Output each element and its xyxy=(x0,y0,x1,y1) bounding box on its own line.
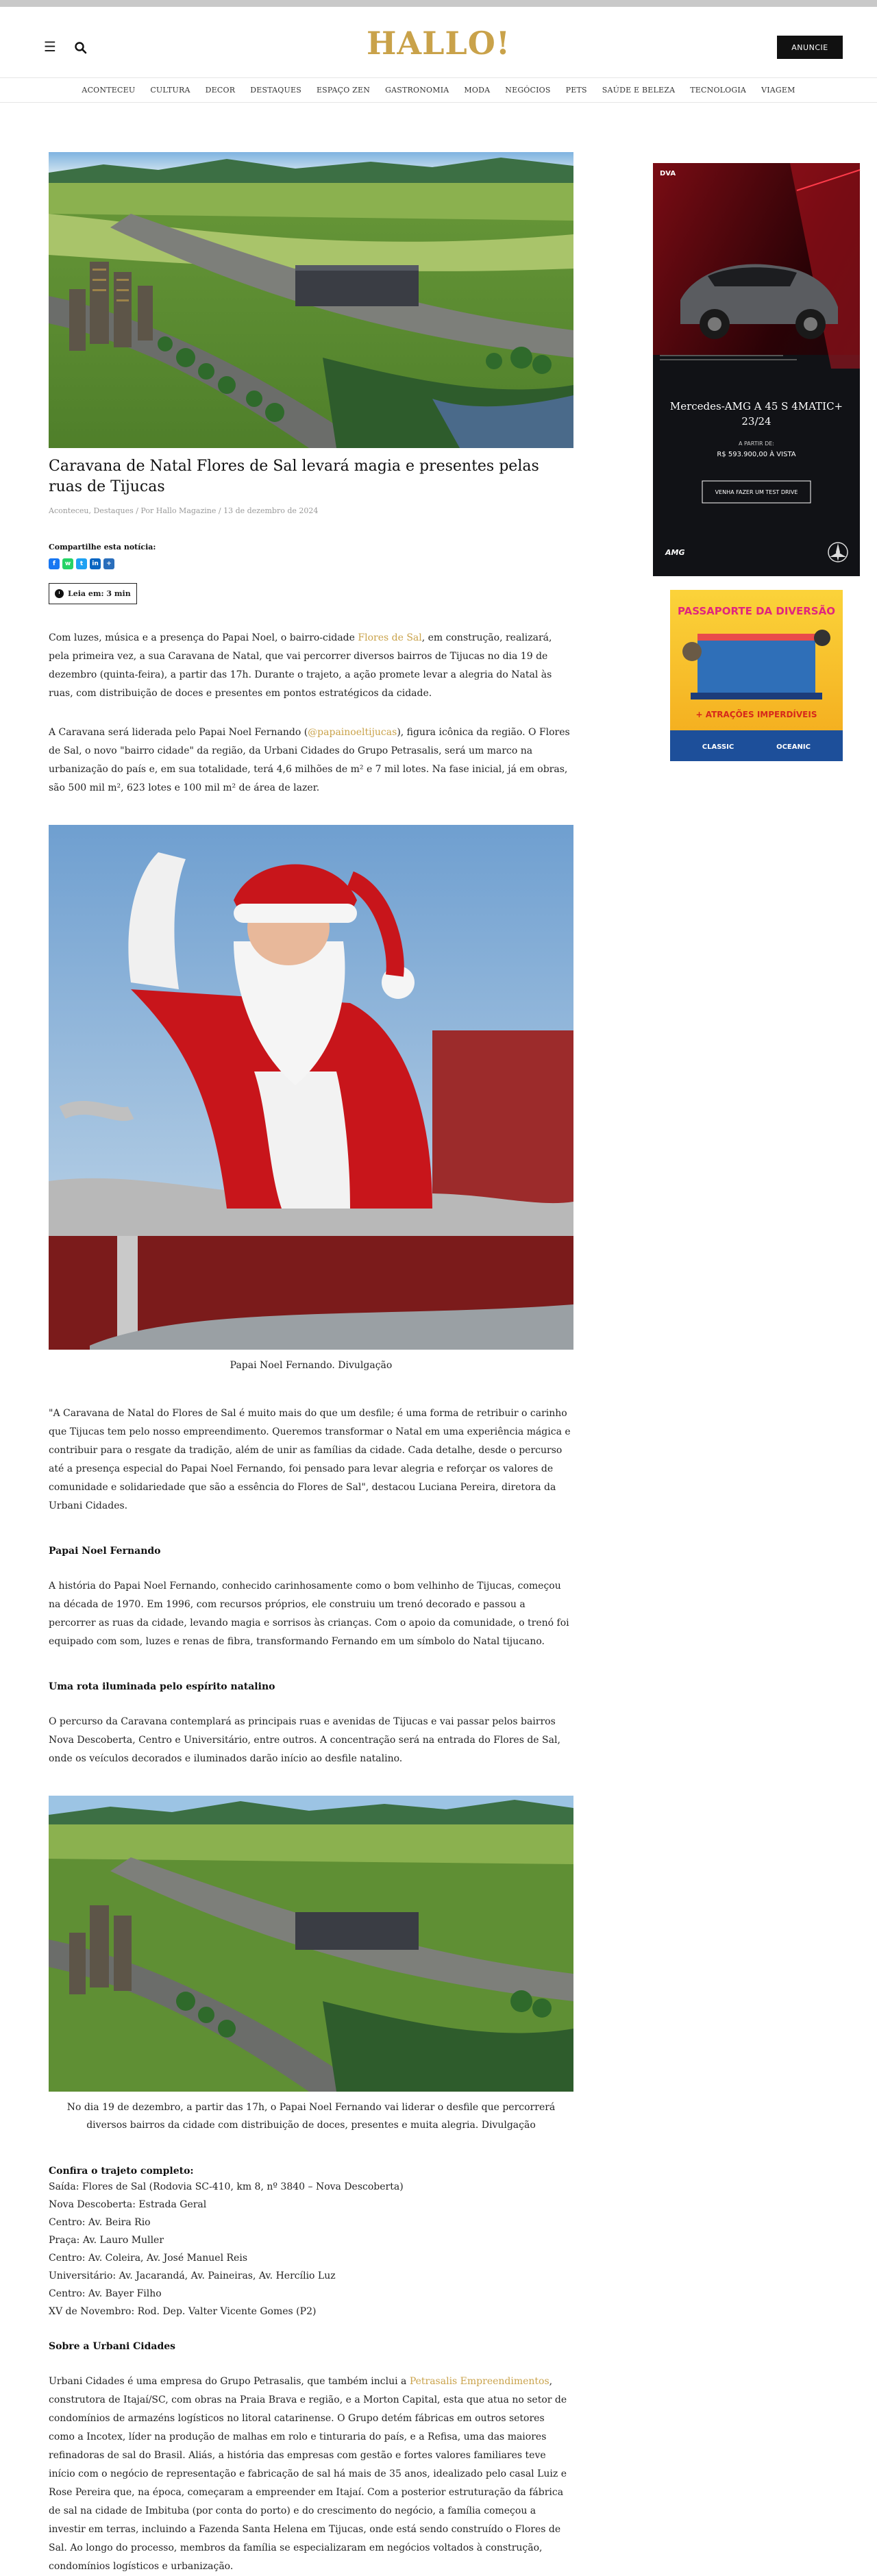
top-bar xyxy=(0,0,877,7)
route-item: Centro: Av. Bayer Filho xyxy=(49,2288,162,2300)
read-time-label: Leia em: 3 min xyxy=(68,589,131,599)
read-time-badge xyxy=(49,583,137,604)
anuncie-button[interactable]: ANUNCIE xyxy=(777,36,843,59)
hero-image-aerial-development xyxy=(49,152,573,448)
logo-link[interactable]: HALLO! xyxy=(366,25,511,62)
sidebar xyxy=(653,163,860,761)
p1-text-a: Com luzes, música e a presença do Papai Noel, o bairro-cidade xyxy=(49,632,358,644)
site-logo xyxy=(0,25,877,62)
menu-icon[interactable]: ☰ xyxy=(44,38,56,55)
classic-logo: CLASSIC xyxy=(702,743,734,751)
site-header xyxy=(0,7,877,78)
passaporte-diversao-ad[interactable] xyxy=(670,590,843,761)
route-item: XV de Novembro: Rod. Dep. Valter Vicente Gomes (P2) xyxy=(49,2306,317,2318)
p1-text-b: , em construção, realizará, pela primeira vez, a sua Caravana de Natal, que vai percorrer diversos bairros de Tijucas no dia 19 de dezembro (quinta-feira), a partir das 17h. Durante o trajeto, a ação promete levar a alegria do Natal às ruas, com distribuição de doces e presentes em pontos estratégicos da cidade. xyxy=(49,632,552,699)
amg-cta-text[interactable]: VENHA FAZER UM TEST DRIVE xyxy=(715,489,798,495)
nav-saude-beleza[interactable]: SAÚDE E BELEZA xyxy=(602,86,676,95)
p2-text-a: A Caravana será liderada pelo Papai Noel Fernando ( xyxy=(49,727,308,739)
share-buttons xyxy=(49,558,573,569)
nav-cultura[interactable]: CULTURA xyxy=(150,86,190,95)
santa-claus-photo xyxy=(49,825,573,1350)
nav-viagem[interactable]: VIAGEM xyxy=(761,86,795,95)
nav-gastronomia[interactable]: GASTRONOMIA xyxy=(385,86,449,95)
whatsapp-icon[interactable]: w xyxy=(62,558,73,569)
p6-text-b: , construtora de Itajaí/SC, com obras na Praia Brava e região, e a Morton Capital, esta que atua no setor de condomínios de armazéns logísticos no litoral catarinense. O Grupo detém fábricas em outros setores como a Incotex, líder na produção de malhas em rolo e tinturaria do país, e a Refisa, uma das maiores refinadoras de sal do Brasil. Aliás, a história das empresas com gestão e fortes valores familiares teve início com o negócio de representação e fabricação de sal há mais de 35 anos, idealizado pelo casal Luiz e Rose Pereira que, na época, começaram a empreender em Itajaí. Com a posterior estruturação da fábrica de sal na cidade de Imbituba (por conta do porto) e do crescimento do negócio, a família começou a investir em terras, incluindo a Fazenda Santa Helena em Tijucas, onde está sendo construído o Flores de Sal. Ao longo do processo, membros da família se especializaram em negócios voltados à construção, condomínios logísticos e urbanização. xyxy=(49,2376,567,2573)
article-title: Caravana de Natal Flores de Sal levará magia e presentes pelas ruas de Tijucas xyxy=(49,458,539,495)
aerial-development-photo-2 xyxy=(49,1796,573,2092)
p6-text-a: Urbani Cidades é uma empresa do Grupo Petrasalis, que também inclui a xyxy=(49,2376,410,2388)
share-label: Compartilhe esta notícia: xyxy=(49,543,156,552)
article-meta: Aconteceu, Destaques / Por Hallo Magazine / 13 de dezembro de 2024 xyxy=(49,506,319,516)
route-title: Confira o trajeto completo: xyxy=(49,2166,194,2177)
caption-santa: Papai Noel Fernando. Divulgação xyxy=(230,1360,393,1372)
linkedin-icon[interactable]: in xyxy=(90,558,101,569)
oceanic-logo: OCEANIC xyxy=(776,743,811,751)
p2-text-b: ), figura icônica da região. O Flores de Sal, o novo "bairro cidade" da região, da Urbani Cidades do Grupo Petrasalis, será um marco na urbanização do país e, em sua totalidade, terá 4,6 milhões de m² e 7 mil lotes. Na fase inicial, já em obras, são 500 mil m², 623 lotes e 100 mil m² de área de lazer. xyxy=(49,727,570,794)
flores-de-sal-link[interactable]: Flores de Sal xyxy=(358,632,422,644)
route-item: Centro: Av. Beira Rio xyxy=(49,2217,151,2229)
paragraph-urbani xyxy=(49,2373,573,2576)
heading-urbani: Sobre a Urbani Cidades xyxy=(49,2341,176,2353)
route-item: Universitário: Av. Jacarandá, Av. Paineiras, Av. Hercílio Luz xyxy=(49,2270,336,2282)
passaporte-subtitle: + ATRAÇÕES IMPERDÍVEIS xyxy=(695,710,817,719)
twitter-icon[interactable]: t xyxy=(76,558,87,569)
paragraph-papai-noel: A história do Papai Noel Fernando, conhecido carinhosamente como o bom velhinho de Tijucas, começou na década de 1970. Em 1996, com recursos próprios, ele construiu um trenó decorado e passou a percorrer as ruas da cidade, levando magia e sorrisos às crianças. Com o apoio da comunidade, o trenó foi equipado com som, luzes e renas de fibra, transformando Fernando em um símbolo do Natal tijucano. xyxy=(49,1581,569,1648)
nav-negocios[interactable]: NEGÓCIOS xyxy=(505,86,551,95)
article xyxy=(49,152,573,2576)
paragraph-intro xyxy=(49,629,573,703)
heading-rota: Uma rota iluminada pelo espírito natalino xyxy=(49,1681,275,1693)
category-nav xyxy=(0,78,877,103)
route-item: Centro: Av. Coleira, Av. José Manuel Reis xyxy=(49,2253,248,2264)
clock-icon xyxy=(55,589,64,598)
amg-from-text: A PARTIR DE: xyxy=(738,441,775,447)
nav-decor[interactable]: DECOR xyxy=(205,86,236,95)
dva-logo: DVA xyxy=(660,170,676,177)
amg-price-text: R$ 593.900,00 À VISTA xyxy=(717,451,796,458)
route-item: Saída: Flores de Sal (Rodovia SC-410, km 8, nº 3840 – Nova Descoberta) xyxy=(49,2181,404,2193)
paragraph-quote: "A Caravana de Natal do Flores de Sal é muito mais do que um desfile; é uma forma de retribuir o carinho que Tijucas tem pelo nosso empreendimento. Queremos transformar o Natal em uma experiência mágica e contribuir para o resgate da tradição, além de unir as famílias da cidade. Cada detalhe, desde o percurso até a presença especial do Papai Noel Fernando, foi pensado para levar alegria e reforçar os valores de comunidade e solidariedade que são a essência do Flores de Sal", destacou Luciana Pereira, diretora da Urbani Cidades. xyxy=(49,1408,571,1512)
amg-year-text: 23/24 xyxy=(741,415,771,428)
share-plus-icon[interactable]: + xyxy=(103,558,114,569)
amg-model-text: Mercedes-AMG A 45 S 4MATIC+ xyxy=(669,400,843,412)
heading-papai-noel: Papai Noel Fernando xyxy=(49,1546,161,1557)
papainoel-instagram-link[interactable]: @papainoeltijucas xyxy=(308,727,397,739)
paragraph-rota: O percurso da Caravana contemplará as principais ruas e avenidas de Tijucas e vai passar pelos bairros Nova Descoberta, Centro e Universitário, entre outros. A concentração será na entrada do Flores de Sal, onde os veículos decorados e iluminados darão início ao desfile natalino. xyxy=(49,1716,560,1765)
route-item: Praça: Av. Lauro Muller xyxy=(49,2235,164,2246)
amg-logo: AMG xyxy=(665,548,685,557)
nav-tecnologia[interactable]: TECNOLOGIA xyxy=(690,86,747,95)
nav-destaques[interactable]: DESTAQUES xyxy=(250,86,301,95)
passaporte-title: PASSAPORTE DA DIVERSÃO xyxy=(678,605,835,617)
nav-espaco-zen[interactable]: ESPAÇO ZEN xyxy=(316,86,371,95)
nav-moda[interactable]: MODA xyxy=(464,86,491,95)
route-list xyxy=(49,2178,573,2320)
facebook-icon[interactable]: f xyxy=(49,558,60,569)
mercedes-amg-ad[interactable] xyxy=(653,163,860,576)
nav-pets[interactable]: PETS xyxy=(565,86,587,95)
nav-aconteceu[interactable]: ACONTECEU xyxy=(82,86,136,95)
caption-desfile: No dia 19 de dezembro, a partir das 17h, o Papai Noel Fernando vai liderar o desfile que percorrerá diversos bairros da cidade com distribuição de doces, presentes e muita alegria. Divulgação xyxy=(66,2102,556,2131)
petrasalis-link[interactable]: Petrasalis Empreendimentos xyxy=(409,2376,549,2388)
paragraph-caravana xyxy=(49,723,573,797)
route-item: Nova Descoberta: Estrada Geral xyxy=(49,2199,207,2211)
